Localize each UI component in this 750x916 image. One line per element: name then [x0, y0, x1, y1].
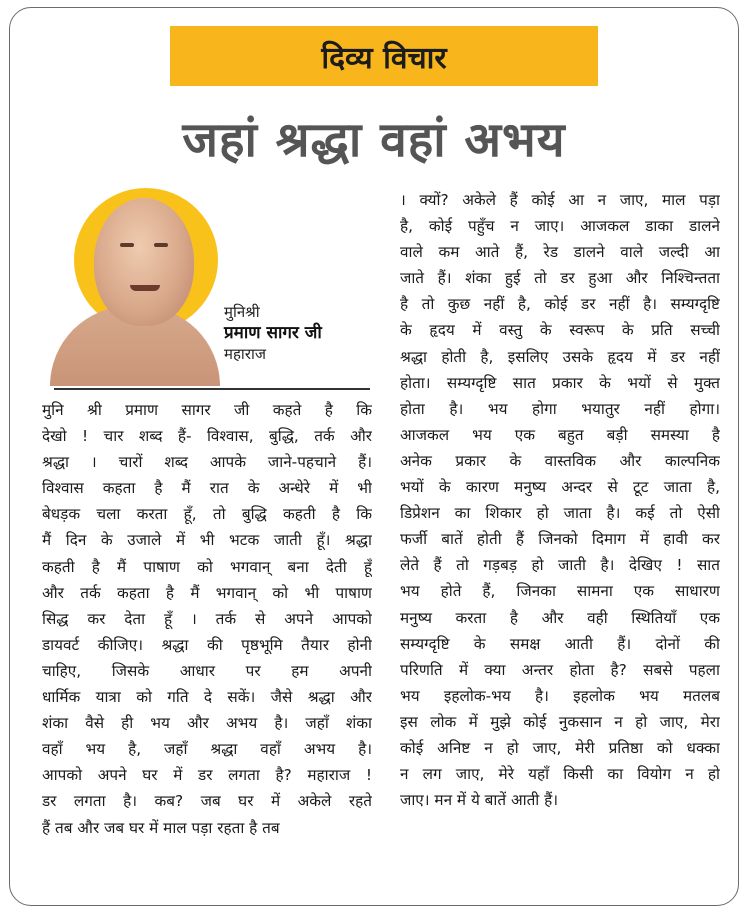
article-line: परिणति में क्या अन्तर होता है? सबसे पहला — [400, 660, 720, 679]
author-suffix: महाराज — [224, 345, 266, 363]
article-line: मुनि श्री प्रमाण सागर जी कहते है कि — [42, 401, 372, 419]
article-line: और तर्क कहता है मैं भगवान् को भी पाषाण — [42, 583, 372, 602]
portrait-face — [94, 198, 194, 326]
article-line: है, कोई पहुँच न जाए। आजकल डाका डालने — [400, 217, 720, 236]
portrait-eye-right — [154, 243, 168, 247]
article-line: लेते हैं तो गड़बड़ हो जाती है। देखिए ! सात — [400, 556, 720, 575]
article-line: मनुष्य करता है और वही स्थितियाँ एक — [400, 608, 720, 627]
article-line: मैं दिन के उजाले में भी भटक जाती हूँ। श्रद्धा — [42, 531, 372, 550]
article-line: के हृदय में वस्तु के स्वरूप के प्रति सच्ची — [400, 321, 720, 340]
article-line: आजकल भय एक बहुत बड़ी समस्या है — [400, 425, 720, 444]
article-line: । क्यों? अकेले हैं कोई आ न जाए, माल पड़ा — [400, 191, 720, 209]
article-line: विश्वास कहता है मैं रात के अन्धेरे में भी — [42, 479, 372, 498]
article-line: अनेक प्रकार के वास्तविक और काल्पनिक — [400, 451, 720, 470]
article-line: वाले कम आते हैं, रेड डालने वाले जल्दी आ — [400, 243, 720, 262]
article-line: जाए। मन में ये बातें आती हैं। — [400, 791, 559, 810]
article-card — [9, 7, 739, 906]
article-line: होता। सम्यग्दृष्टि सात प्रकार के भयों से मुक्त — [400, 373, 720, 392]
article-line: चाहिए, जिसके आधार पर हम अपनी — [42, 661, 372, 680]
article-line: देखो ! चार शब्द हैं- विश्वास, बुद्धि, तर्क और — [42, 427, 372, 446]
article-line: डायवर्ट कीजिए। श्रद्धा की पृष्ठभूमि तैयार होनी — [42, 635, 372, 654]
caption-divider — [54, 388, 370, 390]
article-line: भयों के कारण मनुष्य अन्दर से टूट जाता है, — [400, 478, 720, 497]
article-line: सम्यग्दृष्टि के समक्ष आती हैं। दोनों की — [400, 634, 720, 653]
author-portrait — [50, 188, 220, 383]
section-banner — [170, 26, 598, 86]
article-line: इस लोक में मुझे कोई नुकसान न हो जाए, मेरा — [400, 712, 720, 731]
author-name: प्रमाण सागर जी — [224, 323, 322, 343]
article-line: फर्जी बातें होती हैं जिनको दिमाग में हावी कर — [400, 530, 720, 549]
author-prefix: मुनिश्री — [224, 303, 260, 321]
article-line: भय इहलोक-भय है। इहलोक भय मतलब — [400, 686, 720, 705]
article-line: जाते हैं। शंका हुई तो डर हुआ और निश्चिन्तता — [400, 269, 720, 288]
article-line: हैं तब और जब घर में माल पड़ा रहता है तब — [42, 818, 280, 837]
article-line: बेधड़क चला करता हूँ, तो बुद्धि कहती है कि — [42, 505, 372, 524]
headline: जहां श्रद्धा वहां अभय — [182, 112, 566, 168]
banner-title: दिव्य विचार — [321, 40, 447, 76]
article-line: कहती है मैं पाषाण को भगवान् बना देती हूँ — [42, 557, 372, 576]
article-line: है तो कुछ नहीं है, कोई डर नहीं है। सम्यग्दृष्टि — [400, 295, 720, 314]
article-line: आपको अपने घर में डर लगता है? महाराज ! — [42, 766, 372, 785]
article-column-right — [400, 187, 720, 813]
article-column-left — [42, 397, 372, 841]
article-line: शंका वैसे ही भय और अभय है। जहाँ शंका — [42, 714, 372, 733]
article-line: कोई अनिष्ट न हो जाए, मेरी प्रतिष्ठा को धक्का — [400, 738, 720, 757]
article-line: श्रद्धा होती है, इसलिए उसके हृदय में डर नहीं — [400, 347, 720, 366]
article-line: डिप्रेशन का शिकार हो जाता है। कई तो ऐसी — [400, 504, 720, 523]
article-line: वहाँ भय है, जहाँ श्रद्धा वहाँ अभय है। — [42, 740, 372, 759]
portrait-mouth — [130, 285, 160, 291]
article-line: न लग जाए, मेरे यहाँ किसी का वियोग न हो — [400, 765, 720, 784]
article-line: भय होते हैं, जिनका सामना एक साधारण — [400, 582, 720, 601]
article-line: धार्मिक यात्रा को गति दे सकें। जैसे श्रद्धा और — [42, 688, 372, 707]
article-line: श्रद्धा । चारों शब्द आपके जाने-पहचाने हैं। — [42, 453, 372, 472]
article-line: होता है। भय होगा भयातुर नहीं होगा। — [400, 399, 720, 418]
author-caption — [224, 302, 322, 365]
article-line: डर लगता है। कब? जब घर में अकेले रहते — [42, 792, 372, 811]
article-line: सिद्ध कर देता हूँ । तर्क से अपने आपको — [42, 609, 372, 628]
portrait-eye-left — [120, 243, 134, 247]
